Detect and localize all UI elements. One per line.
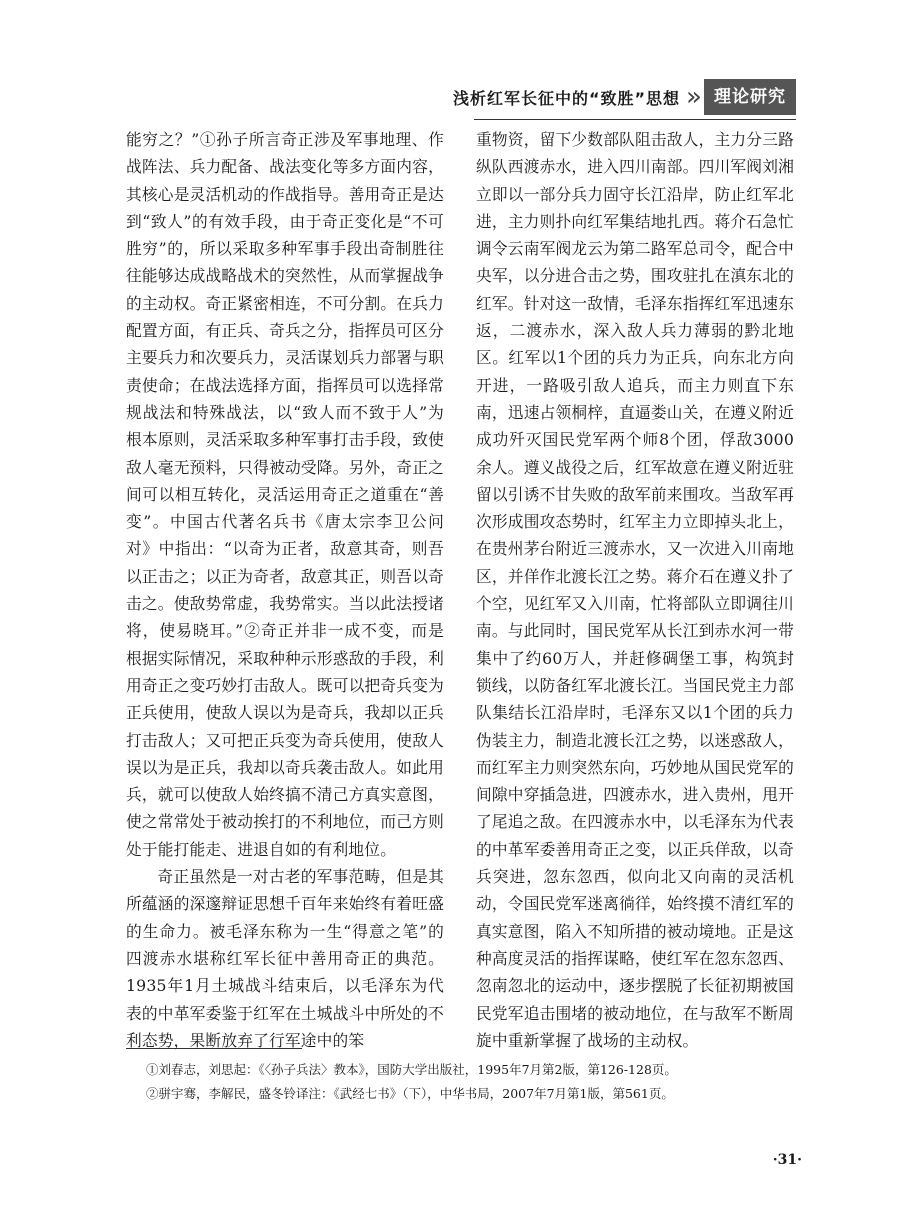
footnotes — [146, 1058, 786, 1106]
double-chevron-icon: » — [686, 82, 702, 112]
paragraph: 奇正虽然是一对古老的军事范畴，但是其所蕴涵的深邃辩证思想千百年来始终有着旺盛的生命力。被毛泽东称为一生“得意之笔”的四渡赤水堪称红军长征中善用奇正的典范。1935年1月土城战斗结束后，以毛泽东为代表的中革军委鉴于红军在土城战斗中所处的不利态势，果断放弃了行军途中的笨 — [126, 867, 444, 1050]
article-title: 浅析红军长征中的“致胜”思想 — [452, 88, 680, 108]
footnote-2: ②骈宇骞，李解民，盛冬铃译注：《武经七书》（下），中华书局，2007年7月第1版，第561页。 — [146, 1086, 674, 1101]
header-divider — [474, 119, 796, 120]
paragraph: 重物资，留下少数部队阻击敌人，主力分三路纵队西渡赤水，进入四川南部。四川军阀刘湘立即以一部分兵力固守长江沿岸，防止红军北进，主力则扑向红军集结地扎西。蒋介石急忙调令云南军阀龙云为第二路军总司令，配合中央军，以分进合击之势，围攻驻扎在滇东北的红军。针对这一敌情，毛泽东指挥红军迅速东返，二渡赤水，深入敌人兵力薄弱的黔北地区。红军以1个团的兵力为正兵，向东北方向开进，一路吸引敌人追兵，而主力则直下东南，迅速占领桐梓，直逼娄山关，在遵义附近成功歼灭国民党军两个师8个团，俘敌3000余人。遵义战役之后，红军故意在遵义附近驻留以引诱不甘失败的敌军前来围攻。当敌军再次形成围攻态势时，红军主力立即掉头北上，在贵州茅台附近三渡赤水，又一次进入川南地区，并佯作北渡长江之势。蒋介石在遵义扑了个空，见红军又入川南，忙将部队立即调往川南。与此同时，国民党军从长江到赤水河一带集中了约60万人，并赶修碉堡工事，构筑封锁线，以防备红军北渡长江。当国民党主力部队集结长江沿岸时，毛泽东又以1个团的兵力伪装主力，制造北渡长江之势，以迷惑敌人，而红军主力则突然东向，巧妙地从国民党军的间隙中穿插急进，四渡赤水，进入贵州，甩开了尾追之敌。在四渡赤水中，以毛泽东为代表的中革军委善用奇正之变，以正兵佯敌，以奇兵突进，忽东忽西，似向北又向南的灵活机动，令国民党军迷离徜徉，始终摸不清红军的真实意图，陷入不知所措的被动境地。正是这种高度灵活的指挥谋略，使红军在忽东忽西、忽南忽北的运动中，逐步摆脱了长征初期被国民党军追击围堵的被动地位，在与敌军不断周旋中重新掌握了战场的主动权。 — [476, 130, 794, 1050]
right-column — [476, 126, 794, 1054]
left-column — [126, 126, 444, 1054]
section-label: 理论研究 — [704, 79, 796, 115]
page-number: ·31· — [772, 1152, 802, 1168]
running-header — [453, 79, 796, 115]
paragraph: 能穷之？”①孙子所言奇正涉及军事地理、作战阵法、兵力配备、战法变化等多方面内容，其核心是灵活机动的作战指导。善用奇正是达到“致人”的有效手段，由于奇正变化是“不可胜穷”的，所以采取多种军事手段出奇制胜往往能够达成战略战术的突然性，从而掌握战争的主动权。奇正紧密相连，不可分割。在兵力配置方面，有正兵、奇兵之分，指挥员可区分主要兵力和次要兵力，灵活谋划兵力部署与职责使命；在战法选择方面，指挥员可以选择常规战法和特殊战法，以“致人而不致于人”为根本原则，灵活采取多种军事打击手段，致使敌人毫无预料，只得被动受降。另外，奇正之间可以相互转化，灵活运用奇正之道重在“善变”。中国古代著名兵书《唐太宗李卫公问对》中指出：“以奇为正者，敌意其奇，则吾以正击之；以正为奇者，敌意其正，则吾以奇击之。使敌势常虚，我势常实。当以此法授诸将，使易晓耳。”②奇正并非一成不变，而是根据实际情况，采取种种示形惑敌的手段，利用奇正之变巧妙打击敌人。既可以把奇兵变为正兵使用，使敌人误以为是奇兵，我却以正兵打击敌人；又可把正兵变为奇兵使用，使敌人误以为是正兵，我却以奇兵袭击敌人。如此用兵，就可以使敌人始终搞不清己方真实意图，使之常常处于被动挨打的不利地位，而己方则处于能打能走、进退自如的有利地位。 — [126, 130, 444, 859]
footnote-divider — [126, 1048, 302, 1049]
footnote-1: ①刘春志，刘思起：《〈孙子兵法〉教本》，国防大学出版社，1995年7月第2版，第126-128页。 — [146, 1062, 677, 1077]
